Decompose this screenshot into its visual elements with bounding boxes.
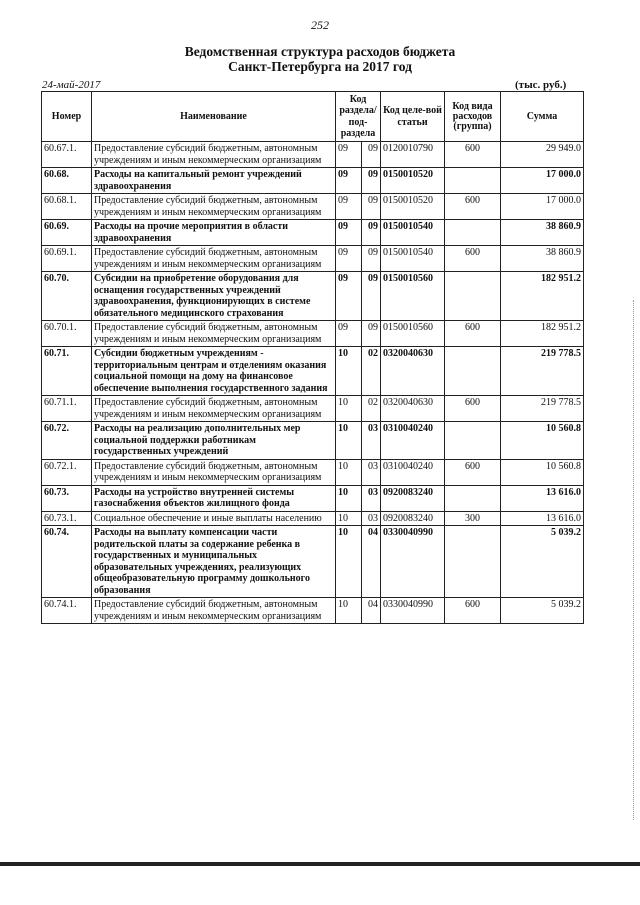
row-sum: 17 000.0 <box>501 194 584 220</box>
row-kind-code <box>445 168 501 194</box>
row-name: Предоставление субсидий бюджетным, автономным учреждениям и иным некоммерческим организациям <box>92 459 336 485</box>
row-target-code: 0310040240 <box>381 422 445 460</box>
row-section-code: 10 <box>336 485 362 511</box>
row-subsection-code: 09 <box>362 168 381 194</box>
row-subsection-code: 02 <box>362 396 381 422</box>
row-section-code: 10 <box>336 347 362 396</box>
row-name: Предоставление субсидий бюджетным, автономным учреждениям и иным некоммерческим организациям <box>92 194 336 220</box>
table-row <box>42 459 584 485</box>
row-target-code: 0150010520 <box>381 194 445 220</box>
row-name: Предоставление субсидий бюджетным, автономным учреждениям и иным некоммерческим организациям <box>92 142 336 168</box>
table-row <box>42 272 584 321</box>
table-row <box>42 396 584 422</box>
row-section-code: 09 <box>336 194 362 220</box>
page-number: 252 <box>311 18 329 32</box>
row-number: 60.69.1. <box>42 246 92 272</box>
row-number: 60.74.1. <box>42 598 92 624</box>
row-kind-code <box>445 347 501 396</box>
row-sum: 17 000.0 <box>501 168 584 194</box>
row-section-code: 10 <box>336 396 362 422</box>
table-row <box>42 246 584 272</box>
row-target-code: 0920083240 <box>381 511 445 526</box>
row-name: Расходы на капитальный ремонт учреждений здравоохранения <box>92 168 336 194</box>
row-sum: 10 560.8 <box>501 459 584 485</box>
row-section-code: 10 <box>336 422 362 460</box>
row-sum: 13 616.0 <box>501 485 584 511</box>
table-row <box>42 220 584 246</box>
row-target-code: 0920083240 <box>381 485 445 511</box>
row-target-code: 0320040630 <box>381 396 445 422</box>
row-number: 60.72. <box>42 422 92 460</box>
document-date: 24-май-2017 <box>42 79 101 91</box>
row-subsection-code: 09 <box>362 142 381 168</box>
table-row <box>42 485 584 511</box>
row-subsection-code: 09 <box>362 246 381 272</box>
page-title <box>0 44 640 74</box>
row-number: 60.71.1. <box>42 396 92 422</box>
row-target-code: 0310040240 <box>381 459 445 485</box>
row-target-code: 0150010540 <box>381 246 445 272</box>
row-section-code: 10 <box>336 459 362 485</box>
row-number: 60.69. <box>42 220 92 246</box>
row-section-code: 09 <box>336 142 362 168</box>
table-row <box>42 142 584 168</box>
header-number: Номер <box>42 92 92 142</box>
row-sum: 219 778.5 <box>501 347 584 396</box>
table-row <box>42 347 584 396</box>
row-kind-code: 600 <box>445 321 501 347</box>
row-sum: 219 778.5 <box>501 396 584 422</box>
table-row <box>42 598 584 624</box>
row-kind-code: 300 <box>445 511 501 526</box>
page-bottom-rule <box>0 862 640 866</box>
row-number: 60.68. <box>42 168 92 194</box>
row-name: Социальное обеспечение и иные выплаты населению <box>92 511 336 526</box>
row-kind-code: 600 <box>445 396 501 422</box>
row-subsection-code: 03 <box>362 511 381 526</box>
row-sum: 10 560.8 <box>501 422 584 460</box>
header-section: Код раздела/ под-раздела <box>336 92 381 142</box>
row-name: Предоставление субсидий бюджетным, автономным учреждениям и иным некоммерческим организациям <box>92 246 336 272</box>
table-row <box>42 194 584 220</box>
table-body <box>42 142 584 624</box>
row-name: Расходы на реализацию дополнительных мер социальной поддержки работникам государственных учреждений <box>92 422 336 460</box>
row-section-code: 09 <box>336 220 362 246</box>
units-label: (тыс. руб.) <box>515 79 567 91</box>
row-target-code: 0150010520 <box>381 168 445 194</box>
row-kind-code: 600 <box>445 142 501 168</box>
row-number: 60.73. <box>42 485 92 511</box>
row-section-code: 10 <box>336 526 362 598</box>
row-target-code: 0330040990 <box>381 526 445 598</box>
row-subsection-code: 09 <box>362 272 381 321</box>
header-sum: Сумма <box>501 92 584 142</box>
row-sum: 182 951.2 <box>501 272 584 321</box>
row-sum: 29 949.0 <box>501 142 584 168</box>
row-target-code: 0150010540 <box>381 220 445 246</box>
row-section-code: 10 <box>336 511 362 526</box>
row-subsection-code: 09 <box>362 220 381 246</box>
row-name: Расходы на выплату компенсации части родительской платы за содержание ребенка в государственных и муниципальных образовательных учреждениях, реализующих общеобразовательную программу дошкольного образования <box>92 526 336 598</box>
budget-table <box>41 91 584 624</box>
row-subsection-code: 09 <box>362 321 381 347</box>
row-number: 60.71. <box>42 347 92 396</box>
row-target-code: 0320040630 <box>381 347 445 396</box>
row-section-code: 09 <box>336 272 362 321</box>
row-name: Предоставление субсидий бюджетным, автономным учреждениям и иным некоммерческим организациям <box>92 396 336 422</box>
row-sum: 182 951.2 <box>501 321 584 347</box>
row-sum: 13 616.0 <box>501 511 584 526</box>
header-target: Код целе-вой статьи <box>381 92 445 142</box>
row-subsection-code: 09 <box>362 194 381 220</box>
row-target-code: 0120010790 <box>381 142 445 168</box>
row-kind-code: 600 <box>445 598 501 624</box>
row-kind-code: 600 <box>445 194 501 220</box>
row-section-code: 09 <box>336 321 362 347</box>
row-target-code: 0150010560 <box>381 321 445 347</box>
table-row <box>42 321 584 347</box>
title-line-2: Санкт-Петербурга на 2017 год <box>228 59 412 74</box>
header-kind: Код вида расходов (группа) <box>445 92 501 142</box>
row-kind-code <box>445 526 501 598</box>
table-row <box>42 511 584 526</box>
header-name: Наименование <box>92 92 336 142</box>
row-number: 60.70. <box>42 272 92 321</box>
scan-margin-mark <box>631 300 634 820</box>
table-row <box>42 422 584 460</box>
row-section-code: 09 <box>336 246 362 272</box>
row-subsection-code: 04 <box>362 598 381 624</box>
row-number: 60.68.1. <box>42 194 92 220</box>
table-row <box>42 168 584 194</box>
row-target-code: 0330040990 <box>381 598 445 624</box>
table-row <box>42 526 584 598</box>
row-kind-code: 600 <box>445 246 501 272</box>
row-kind-code: 600 <box>445 459 501 485</box>
row-number: 60.73.1. <box>42 511 92 526</box>
row-kind-code <box>445 220 501 246</box>
row-name: Расходы на прочие мероприятия в области здравоохранения <box>92 220 336 246</box>
row-target-code: 0150010560 <box>381 272 445 321</box>
row-section-code: 09 <box>336 168 362 194</box>
row-section-code: 10 <box>336 598 362 624</box>
row-sum: 38 860.9 <box>501 246 584 272</box>
row-number: 60.72.1. <box>42 459 92 485</box>
row-subsection-code: 03 <box>362 485 381 511</box>
row-name: Субсидии бюджетным учреждениям - территориальным центрам и отделениям оказания социальной помощи на дому на финансовое обеспечение выполнения государственного задания <box>92 347 336 396</box>
row-name: Предоставление субсидий бюджетным, автономным учреждениям и иным некоммерческим организациям <box>92 598 336 624</box>
row-kind-code <box>445 485 501 511</box>
row-subsection-code: 03 <box>362 459 381 485</box>
row-sum: 38 860.9 <box>501 220 584 246</box>
row-kind-code <box>445 272 501 321</box>
row-subsection-code: 02 <box>362 347 381 396</box>
row-subsection-code: 04 <box>362 526 381 598</box>
row-sum: 5 039.2 <box>501 598 584 624</box>
row-sum: 5 039.2 <box>501 526 584 598</box>
row-subsection-code: 03 <box>362 422 381 460</box>
row-name: Субсидии на приобретение оборудования для оснащения государственных учреждений здравоохранения, функционирующих в системе обязательного медицинского страхования <box>92 272 336 321</box>
row-name: Расходы на устройство внутренней системы газоснабжения объектов жилищного фонда <box>92 485 336 511</box>
row-name: Предоставление субсидий бюджетным, автономным учреждениям и иным некоммерческим организациям <box>92 321 336 347</box>
row-number: 60.74. <box>42 526 92 598</box>
row-number: 60.70.1. <box>42 321 92 347</box>
row-kind-code <box>445 422 501 460</box>
title-line-1: Ведомственная структура расходов бюджета <box>184 44 456 59</box>
row-number: 60.67.1. <box>42 142 92 168</box>
